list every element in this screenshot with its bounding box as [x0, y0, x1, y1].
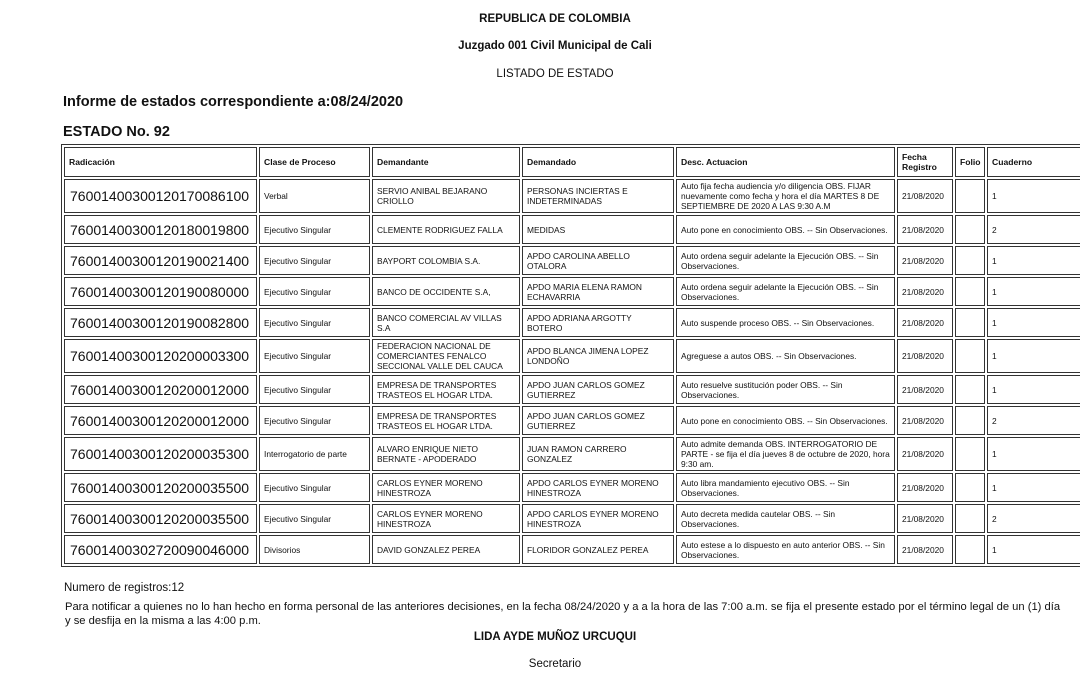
fecha-cell: 21/08/2020: [897, 437, 953, 471]
estado-number: ESTADO No. 92: [63, 124, 170, 140]
desc-cell: Auto estese a lo dispuesto en auto anterior OBS. -- Sin Observaciones.: [676, 535, 895, 564]
demandante-cell: CLEMENTE RODRIGUEZ FALLA: [372, 215, 520, 244]
demandante-cell: SERVIO ANIBAL BEJARANO CRIOLLO: [372, 179, 520, 213]
table-row: [64, 473, 1080, 502]
desc-cell: Auto pone en conocimiento OBS. -- Sin Observaciones.: [676, 406, 895, 435]
informe-title: Informe de estados correspondiente a:08/24/2020: [63, 94, 404, 110]
demandado-cell: APDO CARLOS EYNER MORENO HINESTROZA: [522, 504, 674, 533]
demandado-cell: APDO CARLOS EYNER MORENO HINESTROZA: [522, 473, 674, 502]
radicacion-cell: 76001400300120190080000: [64, 277, 257, 306]
table-row: [64, 437, 1080, 471]
cuaderno-cell: 1: [987, 246, 1080, 275]
demandante-cell: EMPRESA DE TRANSPORTES TRASTEOS EL HOGAR LTDA.: [372, 375, 520, 404]
cuaderno-cell: 2: [987, 215, 1080, 244]
clase-cell: Ejecutivo Singular: [259, 308, 370, 337]
col-header-radicacion: Radicación: [64, 147, 257, 177]
cuaderno-cell: 1: [987, 339, 1080, 373]
demandado-cell: PERSONAS INCIERTAS E INDETERMINADAS: [522, 179, 674, 213]
folio-cell: [955, 179, 985, 213]
record-count: Numero de registros:12: [64, 582, 185, 594]
radicacion-cell: 76001400300120200035300: [64, 437, 257, 471]
demandado-cell: APDO JUAN CARLOS GOMEZ GUTIERREZ: [522, 406, 674, 435]
cuaderno-cell: 1: [987, 179, 1080, 213]
demandado-cell: FLORIDOR GONZALEZ PEREA: [522, 535, 674, 564]
table-row: [64, 535, 1080, 564]
radicacion-cell: 76001400300120200012000: [64, 406, 257, 435]
table-row: [64, 504, 1080, 533]
col-header-folio: Folio: [955, 147, 985, 177]
estado-table: [61, 144, 1080, 567]
demandado-cell: APDO CAROLINA ABELLO OTALORA: [522, 246, 674, 275]
clase-cell: Verbal: [259, 179, 370, 213]
desc-cell: Auto fija fecha audiencia y/o diligencia OBS. FIJAR nuevamente como fecha y hora el día MARTES 8 DE SEPTIEMBRE DE 2020 A LAS 9:30 A.M: [676, 179, 895, 213]
cuaderno-cell: 1: [987, 308, 1080, 337]
demandado-cell: APDO MARIA ELENA RAMON ECHAVARRIA: [522, 277, 674, 306]
demandado-cell: APDO BLANCA JIMENA LOPEZ LONDOÑO: [522, 339, 674, 373]
desc-cell: Auto ordena seguir adelante la Ejecución OBS. -- Sin Observaciones.: [676, 246, 895, 275]
col-header-desc: Desc. Actuacion: [676, 147, 895, 177]
folio-cell: [955, 473, 985, 502]
table-row: [64, 179, 1080, 213]
cuaderno-cell: 1: [987, 535, 1080, 564]
estado-table-wrapper: [61, 144, 1080, 567]
demandante-cell: EMPRESA DE TRANSPORTES TRASTEOS EL HOGAR LTDA.: [372, 406, 520, 435]
clase-cell: Ejecutivo Singular: [259, 375, 370, 404]
clase-cell: Ejecutivo Singular: [259, 246, 370, 275]
radicacion-cell: 76001400300120200012000: [64, 375, 257, 404]
cuaderno-cell: 1: [987, 375, 1080, 404]
radicacion-cell: 76001400302720090046000: [64, 535, 257, 564]
folio-cell: [955, 437, 985, 471]
table-row: [64, 339, 1080, 373]
radicacion-cell: 76001400300120200035500: [64, 473, 257, 502]
table-body: [64, 179, 1080, 564]
clase-cell: Ejecutivo Singular: [259, 215, 370, 244]
table-row: [64, 215, 1080, 244]
table-row: [64, 406, 1080, 435]
signatory-name: LIDA AYDE MUÑOZ URCUQUI: [473, 631, 637, 643]
radicacion-cell: 76001400300120190021400: [64, 246, 257, 275]
radicacion-cell: 76001400300120180019800: [64, 215, 257, 244]
fecha-cell: 21/08/2020: [897, 179, 953, 213]
folio-cell: [955, 308, 985, 337]
demandado-cell: JUAN RAMON CARRERO GONZALEZ: [522, 437, 674, 471]
clase-cell: Ejecutivo Singular: [259, 473, 370, 502]
demandante-cell: BANCO COMERCIAL AV VILLAS S.A: [372, 308, 520, 337]
fecha-cell: 21/08/2020: [897, 277, 953, 306]
demandante-cell: FEDERACION NACIONAL DE COMERCIANTES FENALCO SECCIONAL VALLE DEL CAUCA: [372, 339, 520, 373]
clase-cell: Divisorios: [259, 535, 370, 564]
notification-text: Para notificar a quienes no lo han hecho en forma personal de las anteriores decisiones, en la fecha 08/24/2020 y a a la hora de las 7:00 a.m. se fija el presente estado por el término legal de un (1) día y se desfija en la misma a las 4:00 p.m.: [65, 601, 1061, 627]
fecha-cell: 21/08/2020: [897, 246, 953, 275]
desc-cell: Auto pone en conocimiento OBS. -- Sin Observaciones.: [676, 215, 895, 244]
desc-cell: Auto decreta medida cautelar OBS. -- Sin Observaciones.: [676, 504, 895, 533]
folio-cell: [955, 375, 985, 404]
header-listing-title: LISTADO DE ESTADO: [496, 68, 614, 80]
cuaderno-cell: 1: [987, 277, 1080, 306]
table-row: [64, 375, 1080, 404]
demandado-cell: APDO ADRIANA ARGOTTY BOTERO: [522, 308, 674, 337]
col-header-cuaderno: Cuaderno: [987, 147, 1080, 177]
desc-cell: Auto ordena seguir adelante la Ejecución OBS. -- Sin Observaciones.: [676, 277, 895, 306]
folio-cell: [955, 406, 985, 435]
desc-cell: Auto admite demanda OBS. INTERROGATORIO DE PARTE - se fija el día jueves 8 de octubre de 2020, hora 9:30 am.: [676, 437, 895, 471]
fecha-cell: 21/08/2020: [897, 473, 953, 502]
demandante-cell: ALVARO ENRIQUE NIETO BERNATE - APODERADO: [372, 437, 520, 471]
fecha-cell: 21/08/2020: [897, 215, 953, 244]
demandante-cell: DAVID GONZALEZ PEREA: [372, 535, 520, 564]
demandante-cell: CARLOS EYNER MORENO HINESTROZA: [372, 473, 520, 502]
col-header-demandante: Demandante: [372, 147, 520, 177]
folio-cell: [955, 339, 985, 373]
table-row: [64, 277, 1080, 306]
desc-cell: Auto libra mandamiento ejecutivo OBS. -- Sin Observaciones.: [676, 473, 895, 502]
fecha-cell: 21/08/2020: [897, 406, 953, 435]
table-row: [64, 308, 1080, 337]
folio-cell: [955, 246, 985, 275]
folio-cell: [955, 504, 985, 533]
header-country: REPUBLICA DE COLOMBIA: [479, 13, 631, 25]
radicacion-cell: 76001400300120190082800: [64, 308, 257, 337]
folio-cell: [955, 215, 985, 244]
fecha-cell: 21/08/2020: [897, 535, 953, 564]
header-court: Juzgado 001 Civil Municipal de Cali: [458, 40, 652, 52]
cuaderno-cell: 1: [987, 473, 1080, 502]
col-header-clase: Clase de Proceso: [259, 147, 370, 177]
demandado-cell: APDO JUAN CARLOS GOMEZ GUTIERREZ: [522, 375, 674, 404]
desc-cell: Auto resuelve sustitución poder OBS. -- Sin Observaciones.: [676, 375, 895, 404]
cuaderno-cell: 2: [987, 504, 1080, 533]
clase-cell: Ejecutivo Singular: [259, 406, 370, 435]
clase-cell: Ejecutivo Singular: [259, 277, 370, 306]
cuaderno-cell: 2: [987, 406, 1080, 435]
radicacion-cell: 76001400300120200035500: [64, 504, 257, 533]
col-header-demandado: Demandado: [522, 147, 674, 177]
demandante-cell: BANCO DE OCCIDENTE S.A,: [372, 277, 520, 306]
clase-cell: Ejecutivo Singular: [259, 339, 370, 373]
folio-cell: [955, 535, 985, 564]
demandante-cell: CARLOS EYNER MORENO HINESTROZA: [372, 504, 520, 533]
radicacion-cell: 76001400300120200003300: [64, 339, 257, 373]
folio-cell: [955, 277, 985, 306]
clase-cell: Ejecutivo Singular: [259, 504, 370, 533]
clase-cell: Interrogatorio de parte: [259, 437, 370, 471]
demandado-cell: MEDIDAS: [522, 215, 674, 244]
fecha-cell: 21/08/2020: [897, 308, 953, 337]
fecha-cell: 21/08/2020: [897, 339, 953, 373]
fecha-cell: 21/08/2020: [897, 375, 953, 404]
radicacion-cell: 76001400300120170086100: [64, 179, 257, 213]
table-row: [64, 246, 1080, 275]
desc-cell: Agreguese a autos OBS. -- Sin Observaciones.: [676, 339, 895, 373]
desc-cell: Auto suspende proceso OBS. -- Sin Observaciones.: [676, 308, 895, 337]
fecha-cell: 21/08/2020: [897, 504, 953, 533]
cuaderno-cell: 1: [987, 437, 1080, 471]
signatory-role: Secretario: [528, 658, 582, 670]
col-header-fecha: Fecha Registro: [897, 147, 953, 177]
table-header-row: [64, 147, 1080, 177]
demandante-cell: BAYPORT COLOMBIA S.A.: [372, 246, 520, 275]
